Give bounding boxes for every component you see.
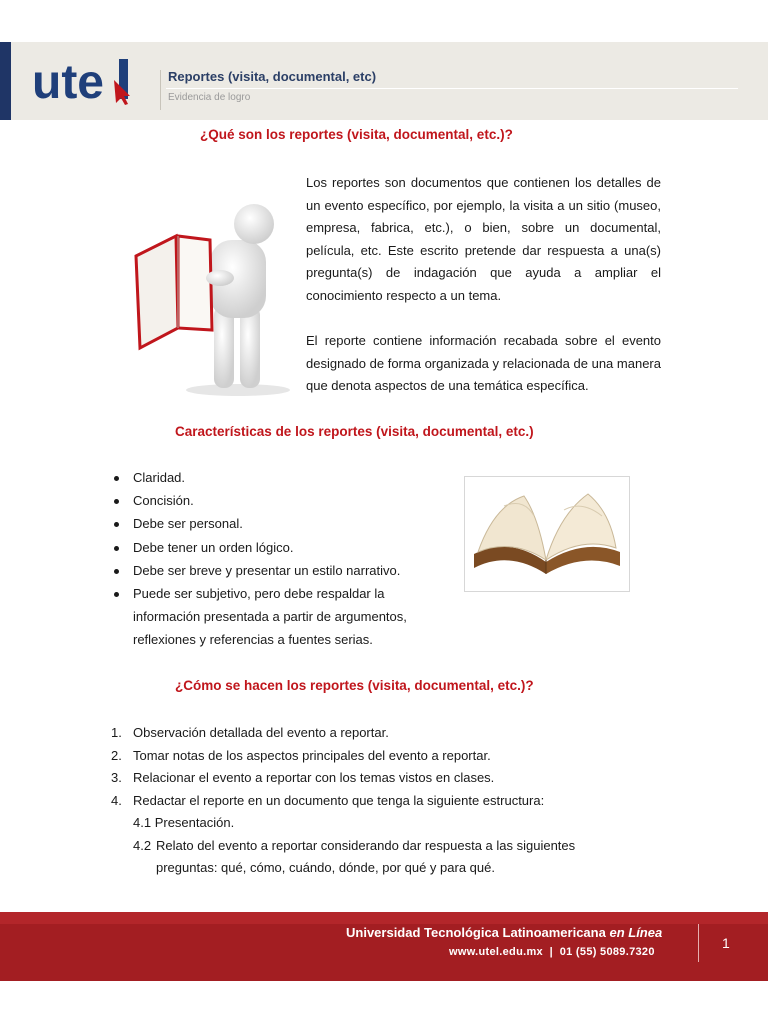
header-rule [166,88,738,89]
substeps-list [133,812,631,880]
section-heading-characteristics: Características de los reportes (visita, documental, etc.) [175,424,534,439]
footer-university [346,925,662,940]
list-item: Debe ser personal. [111,512,651,535]
step-number: 3. [111,770,122,785]
step-number: 1. [111,725,122,740]
university-suffix: en Línea [609,925,663,940]
header-divider [160,70,161,110]
section-heading-how: ¿Cómo se hacen los reportes (visita, documental, etc.)? [175,678,534,693]
list-item [111,745,631,768]
footer-contact: www.utel.edu.mx | 01 (55) 5089.7320 [449,946,655,958]
svg-text:ute: ute [32,56,104,108]
university-name: Universidad Tecnológica Latinoamericana [346,925,606,940]
list-item [111,722,631,745]
document-subtitle: Evidencia de logro [168,92,251,103]
footer-band [0,912,768,924]
open-book-image [464,476,630,592]
figure-reading-book-image [128,178,298,398]
section-heading-what: ¿Qué son los reportes (visita, documental, etc.)? [200,127,513,142]
header-accent-bar [0,42,11,120]
list-item: Debe ser breve y presentar un estilo narrativo. [111,559,651,582]
step-number: 2. [111,747,122,763]
list-item: Claridad. [111,466,651,489]
list-item [133,812,631,835]
step-text: Relacionar el evento a reportar con los temas vistos en clases. [133,770,495,785]
utel-logo [32,54,142,108]
list-item: Puede ser subjetivo, pero debe respaldar la información presentada a partir de argumentos, reflexiones y referencias a fuentes serias. [111,582,433,652]
substep-text: Relato del evento a reportar considerando dar respuesta a las siguientes preguntas: qué, cómo, cuándo, dónde, por qué y para qué. [156,837,576,875]
step-text: Observación detallada del evento a reportar. [133,725,389,740]
substep-number: 4.2 [133,837,152,853]
list-item [111,767,631,790]
list-item [133,835,631,880]
page-header [0,42,768,120]
paragraph-definition: Los reportes son documentos que contienen los detalles de un evento específico, por ejemplo, la visita a un sitio (museo, empresa, fabrica, etc.), o bien, sobre un documental, película, etc. Este escrito pretende dar respuesta a una(s) pregunta(s) de indagación que ayuda a ampliar el conocimiento respecto a un tema. [306,175,661,303]
footer-divider [698,924,699,962]
list-item: Debe tener un orden lógico. [111,536,651,559]
document-title: Reportes (visita, documental, etc) [168,69,377,84]
substep-number: 4.1 [133,815,152,830]
page-footer [0,912,768,981]
list-item [111,790,631,880]
steps-list [111,722,631,880]
step-number: 4. [111,792,122,808]
step-text: Redactar el reporte en un documento que tenga la siguiente estructura: [133,792,545,808]
substep-text: Presentación. [154,815,235,830]
step-text: Tomar notas de los aspectos principales del evento a reportar. [133,747,491,763]
paragraph-content: El reporte contiene información recabada sobre el evento designado de forma organizada y relacionada de una manera que denota aspectos de una temática específica. [306,333,661,393]
page-number: 1 [722,935,730,951]
list-item: Concisión. [111,489,651,512]
